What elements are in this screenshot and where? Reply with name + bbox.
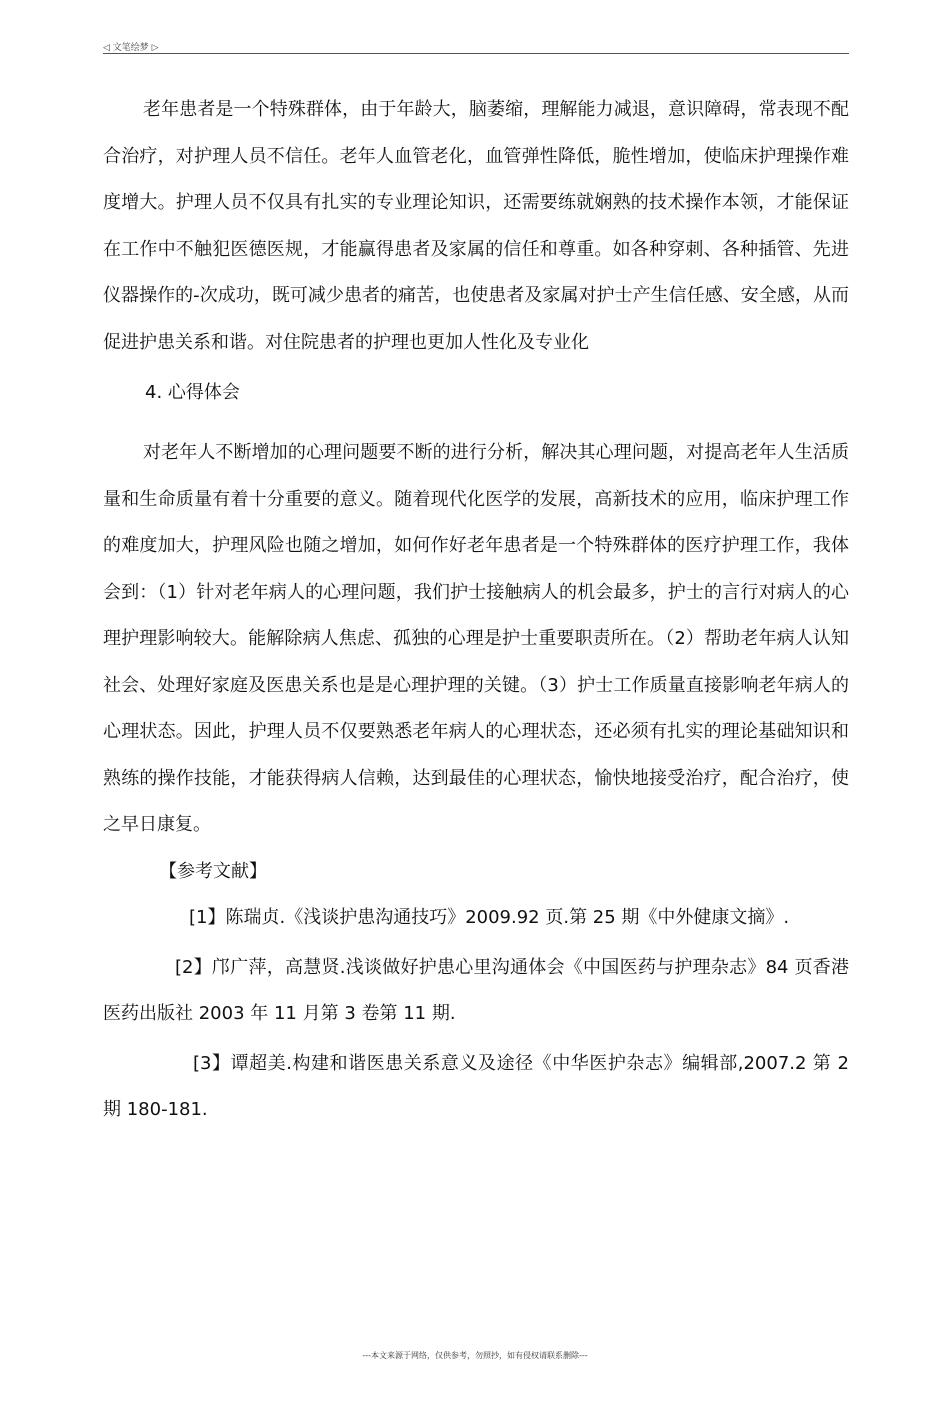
page-header-text: ◁ 文笔绘梦 ▷ xyxy=(103,43,159,53)
reference-item-2: [2】邝广萍，高慧贤.浅谈做好护患心里沟通体会《中国医药与护理杂志》84 页香港医药出版社 2003 年 11 月第 3 卷第 11 期. xyxy=(103,956,849,1024)
paragraph-experience: 对老年人不断增加的心理问题要不断的进行分析，解决其心理问题，对提高老年人生活质量和生命质量有着十分重要的意义。随着现代化医学的发展，高新技术的应用，临床护理工作的难度加大，护理风险也随之增加，如何作好老年患者是一个特殊群体的医疗护理工作，我体会到：（1）针对老年病人的心理问题，我们护士接触病人的机会最多，护士的言行对病人的心理护理影响较大。能解除病人焦虑、孤独的心理是护士重要职责所在。（2）帮助老年病人认知社会、处理好家庭及医患关系也是是心理护理的关键。（3）护士工作质量直接影响老年病人的心理状态。因此，护理人员不仅要熟悉老年病人的心理状态，还必须有扎实的理论基础知识和熟练的操作技能，才能获得病人信赖，达到最佳的心理状态，愉快地接受治疗，配合治疗，使之早日康复。 xyxy=(103,442,849,835)
section-heading-4: 4. 心得体会 xyxy=(145,382,240,403)
document-body xyxy=(103,87,849,1133)
references-heading: 【参考文献】 xyxy=(159,860,267,882)
spacer xyxy=(103,416,849,430)
reference-item-1: [1】陈瑞贞.《浅谈护患沟通技巧》2009.92 页.第 25 期《中外健康文摘》. xyxy=(189,906,790,928)
reference-item-3: [3】谭超美.构建和谐医患关系意义及途径《中华医护杂志》编辑部,2007.2 第 2 期 180-181. xyxy=(103,1052,849,1120)
references-list xyxy=(103,895,849,1133)
header-divider xyxy=(103,53,849,54)
paragraph-elderly-patients: 老年患者是一个特殊群体，由于年龄大，脑萎缩，理解能力减退，意识障碍，常表现不配合治疗，对护理人员不信任。老年人血管老化，血管弹性降低，脆性增加，使临床护理操作难度增大。护理人员不仅具有扎实的专业理论知识，还需要练就娴熟的技术操作本领，才能保证在工作中不触犯医德医规，才能赢得患者及家属的信任和尊重。如各种穿刺、各种插管、先进仪器操作的-次成功，既可减少患者的痛苦，也使患者及家属对护士产生信任感、安全感，从而促进护患关系和谐。对住院患者的护理也更加人性化及专业化 xyxy=(103,99,849,353)
page-footer-text: ---本文来源于网络，仅供参考，勿照抄，如有侵权请联系删除--- xyxy=(362,1351,588,1360)
